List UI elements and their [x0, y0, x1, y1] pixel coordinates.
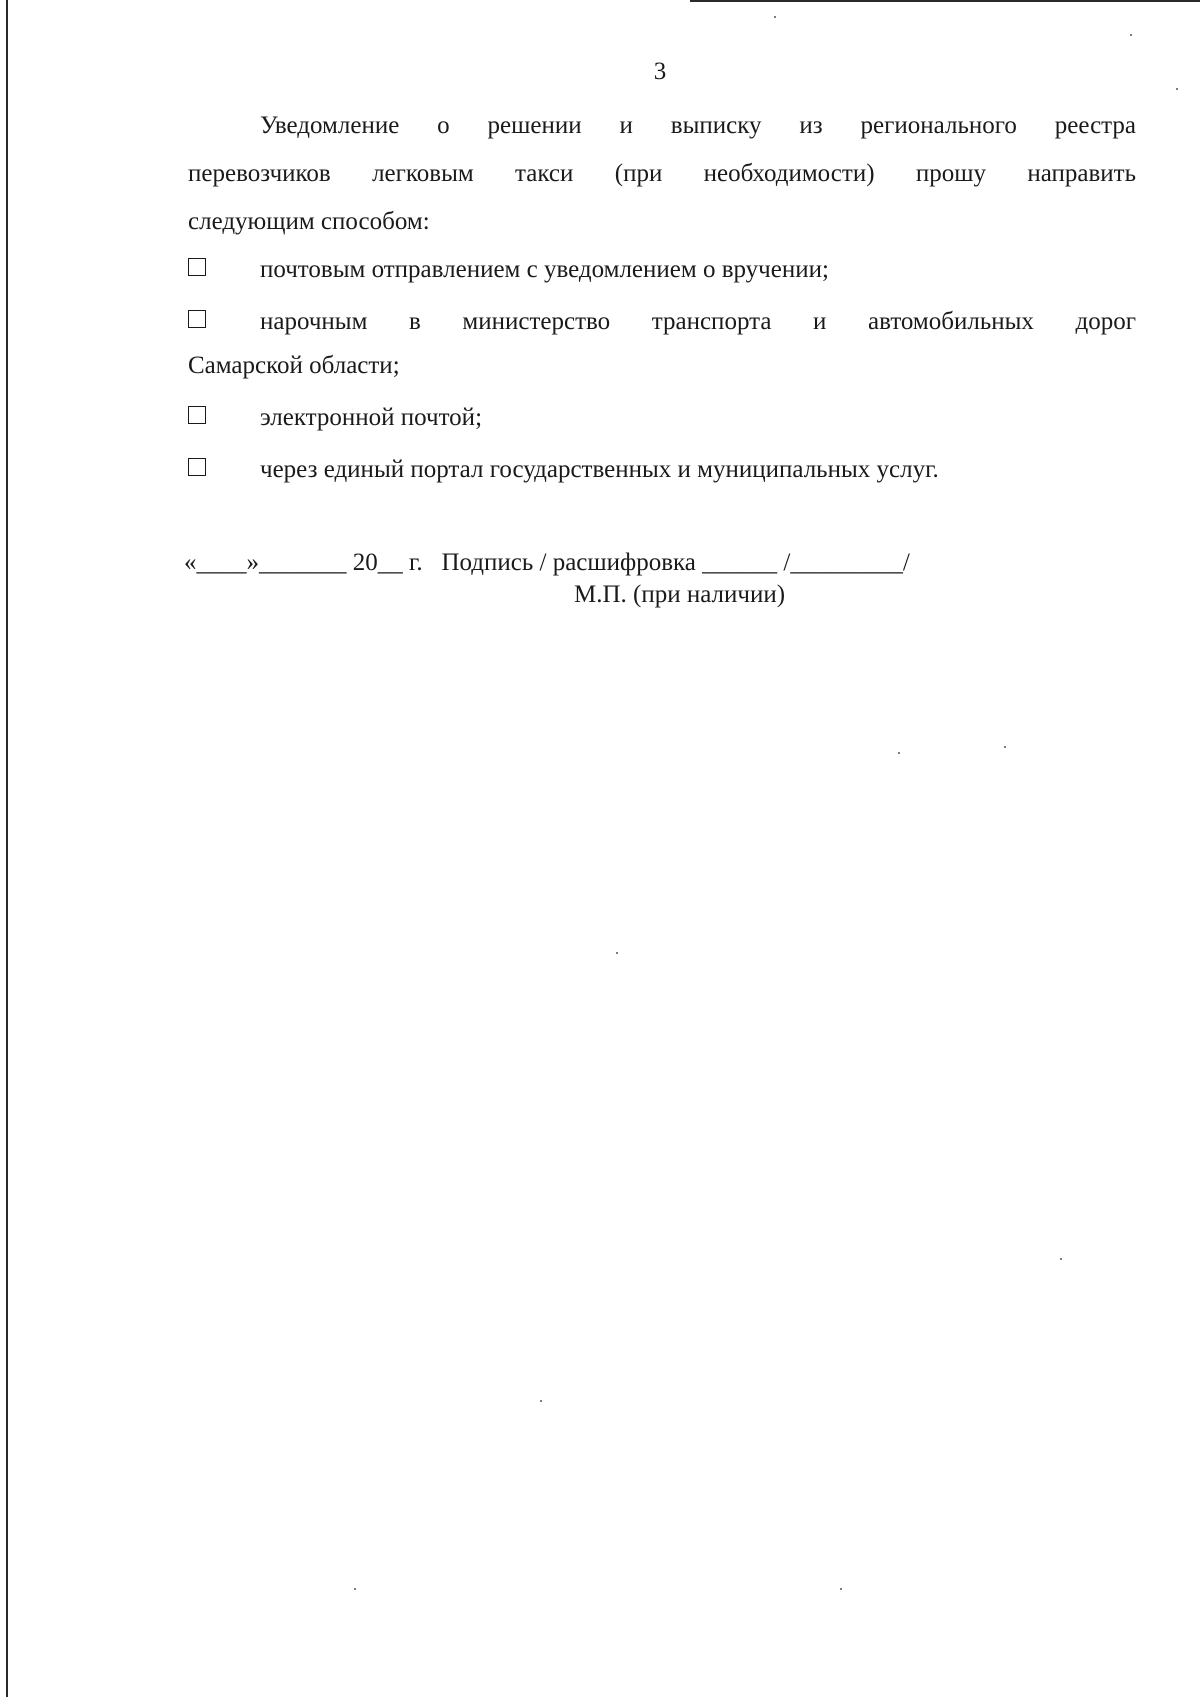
signature-field[interactable]: ______	[702, 549, 778, 576]
intro-line-1: Уведомление о решении и выписку из регионального реестра	[260, 112, 1136, 139]
signature-separator: /	[783, 549, 791, 576]
scan-top-edge	[690, 0, 1200, 2]
signature-end-slash: /	[902, 549, 910, 576]
option-mail[interactable]	[188, 246, 1136, 294]
year-suffix: г.	[409, 549, 423, 576]
scan-speck	[354, 1588, 356, 1590]
stamp-note: М.П. (при наличии)	[574, 581, 786, 608]
scan-speck	[1176, 88, 1178, 90]
intro-paragraph	[188, 102, 1136, 246]
option-email[interactable]	[188, 394, 1136, 442]
option-courier-continuation: Самарской области;	[188, 352, 400, 379]
scan-speck	[1060, 1258, 1062, 1260]
scan-speck	[898, 752, 900, 754]
date-close-quote: »	[246, 549, 259, 576]
option-portal-label: через единый портал государственных и муниципальных услуг.	[260, 456, 939, 483]
year-field[interactable]: __	[377, 549, 403, 576]
scan-speck	[1004, 746, 1006, 748]
scan-speck	[774, 16, 776, 18]
scan-left-edge	[6, 0, 8, 1697]
checkbox-courier[interactable]	[188, 310, 206, 328]
checkbox-portal[interactable]	[188, 458, 206, 476]
option-courier[interactable]	[188, 298, 1136, 346]
date-day-field[interactable]: ____	[196, 549, 247, 576]
signature-label: Подпись / расшифровка	[441, 549, 696, 576]
date-month-field[interactable]: _______	[259, 549, 347, 576]
signature-row	[184, 546, 910, 580]
scan-speck	[840, 1588, 842, 1590]
scan-speck	[616, 952, 618, 954]
intro-line-3: следующим способом:	[188, 208, 430, 235]
intro-line-2: перевозчиков легковым такси (при необходимости) прошу направить	[188, 160, 1136, 187]
date-open-quote: «	[184, 549, 197, 576]
scan-speck	[540, 1400, 542, 1402]
year-prefix: 20	[352, 549, 378, 576]
checkbox-email[interactable]	[188, 406, 206, 424]
page-number: 3	[653, 58, 667, 85]
option-email-label: электронной почтой;	[260, 404, 483, 431]
name-field[interactable]: _________	[790, 549, 903, 576]
scan-speck	[1130, 34, 1132, 36]
checkbox-mail[interactable]	[188, 258, 206, 276]
option-courier-label: нарочным в министерство транспорта и автомобильных дорог	[260, 308, 1136, 335]
option-mail-label: почтовым отправлением с уведомлением о вручении;	[260, 256, 829, 283]
option-portal[interactable]	[188, 446, 1136, 494]
